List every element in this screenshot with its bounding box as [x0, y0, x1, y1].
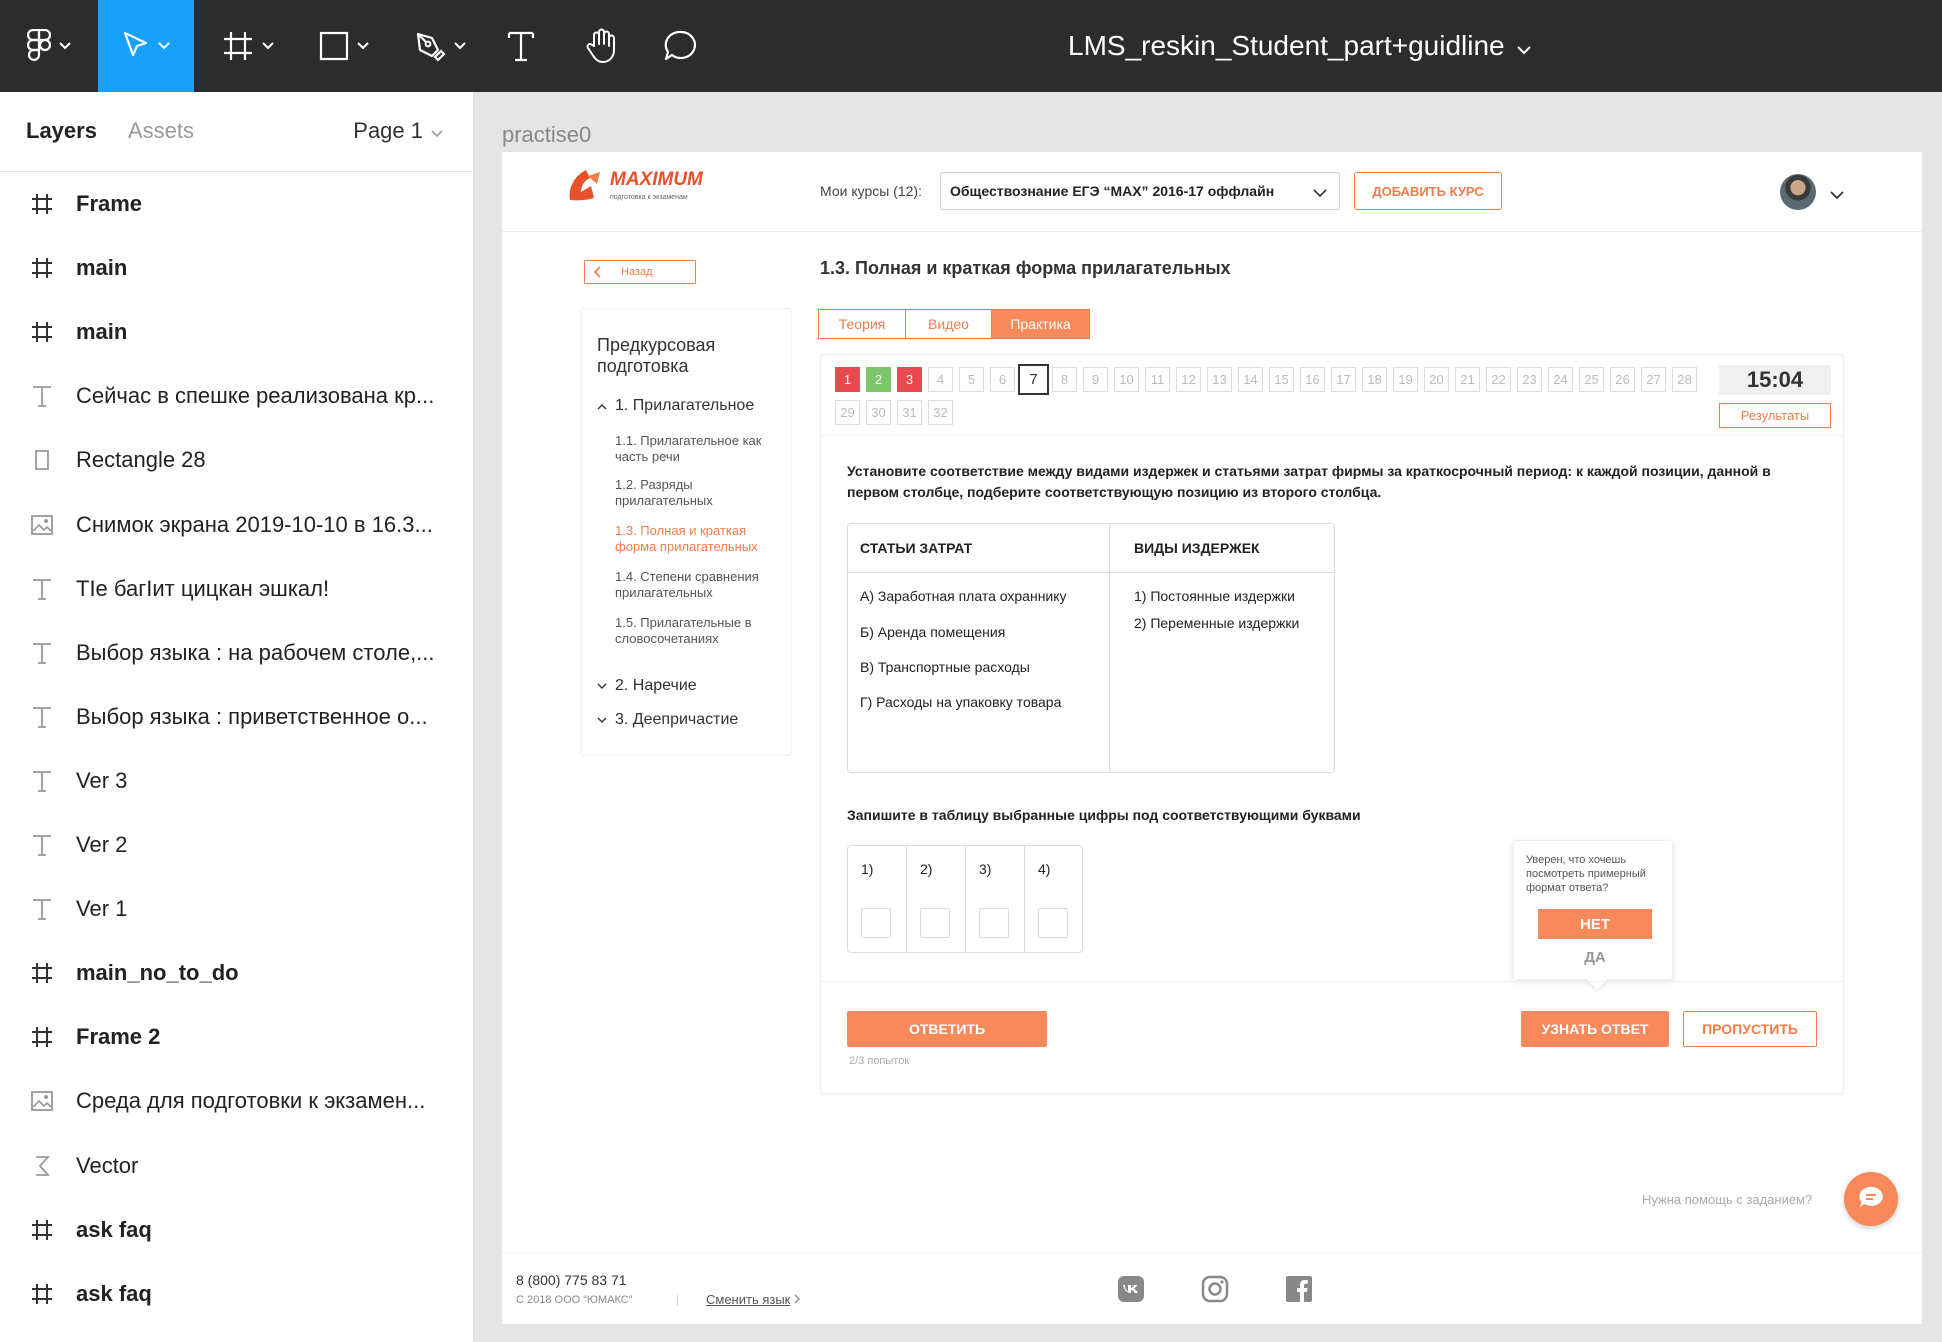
rect-layer-icon — [28, 446, 56, 474]
layer-row[interactable] — [0, 428, 474, 492]
frame-layer-icon — [28, 318, 56, 346]
right-item: 1) Постоянные издержки — [1134, 588, 1295, 604]
question-number[interactable]: 9 — [1083, 367, 1108, 392]
question-number[interactable]: 7 — [1018, 364, 1049, 395]
left-item: А) Заработная плата охраннику — [860, 588, 1067, 604]
matching-table — [847, 523, 1335, 773]
answer-column — [907, 846, 966, 952]
nav-title: Предкурсовая подготовка — [597, 335, 716, 376]
chevron-left-icon — [593, 266, 601, 278]
frame-layer-icon — [28, 1216, 56, 1244]
layer-name: Ver 3 — [76, 767, 128, 793]
chevron-down-icon — [1313, 185, 1327, 201]
nav-section-label: 1. Прилагательное — [615, 397, 755, 414]
timer: 15:04 — [1719, 365, 1831, 395]
footer-phone[interactable]: 8 (800) 775 83 71 — [516, 1272, 627, 1288]
page-selector[interactable] — [353, 118, 443, 144]
help-text[interactable]: Нужна помощь с заданием? — [1642, 1192, 1813, 1207]
layer-name: Выбор языка : на рабочем столе,... — [76, 639, 435, 665]
course-select[interactable] — [940, 172, 1340, 210]
rectangle-tool-button[interactable] — [306, 0, 382, 92]
layer-name: Снимок экрана 2019-10-10 в 16.3... — [76, 511, 433, 537]
course-nav — [580, 308, 792, 756]
layer-row[interactable] — [0, 685, 474, 749]
text-icon — [507, 30, 535, 62]
chevron-down-icon — [454, 42, 466, 50]
right-item: 2) Переменные издержки — [1134, 615, 1300, 631]
maximum-logo-icon — [566, 166, 606, 211]
layer-name: Frame — [76, 191, 143, 216]
text-layer-icon — [28, 767, 56, 795]
popover-text: Уверен, что хочешь посмотреть примерный формат ответа? — [1526, 854, 1646, 894]
frame-label[interactable]: practise0 — [502, 122, 592, 147]
nav-item-1-3[interactable]: 1.3. Полная и краткая форма прилагательных — [615, 523, 758, 554]
hand-icon — [585, 28, 617, 64]
question-number[interactable]: 6 — [990, 367, 1015, 392]
layer-row[interactable] — [0, 621, 474, 685]
text-layer-icon — [28, 639, 56, 667]
layer-row[interactable] — [0, 493, 474, 557]
answer-input[interactable] — [861, 908, 891, 938]
question-number[interactable]: 3 — [897, 367, 922, 392]
divider — [821, 981, 1843, 982]
layer-row[interactable] — [0, 1198, 474, 1262]
back-button-label: Назад — [621, 266, 653, 278]
artboard-practise0 — [502, 152, 1922, 1324]
question-number[interactable]: 8 — [1052, 367, 1077, 392]
question-number[interactable]: 16 — [1300, 367, 1325, 392]
answer-column-label: 3) — [979, 861, 992, 877]
question-number[interactable]: 32 — [928, 400, 953, 425]
left-item: Б) Аренда помещения — [860, 624, 1006, 640]
chevron-down-icon — [597, 711, 607, 729]
answer-column — [848, 846, 907, 952]
layer-name: Сейчас в спешке реализована кр... — [76, 383, 435, 409]
layer-row[interactable] — [0, 1005, 474, 1069]
nav-section-participle[interactable] — [597, 711, 738, 729]
layer-name: Ver 2 — [76, 832, 128, 857]
results-button[interactable]: Результаты — [1719, 403, 1831, 428]
question-number[interactable]: 19 — [1393, 367, 1418, 392]
question-number[interactable]: 10 — [1114, 367, 1139, 392]
frame-tool-button[interactable] — [210, 0, 286, 92]
layer-name: ask faq — [76, 1280, 152, 1306]
lms-header — [502, 152, 1922, 232]
nav-item-1-4[interactable]: 1.4. Степени сравнения прилагательных — [615, 569, 759, 600]
facebook-icon[interactable] — [1284, 1274, 1314, 1304]
question-number[interactable]: 13 — [1207, 367, 1232, 392]
answer-column-label: 4) — [1038, 861, 1051, 877]
layer-name: Выбор языка : приветственное о... — [76, 703, 428, 729]
question-number[interactable]: 17 — [1331, 367, 1356, 392]
question-number[interactable]: 4 — [928, 367, 953, 392]
chevron-right-icon — [794, 1292, 800, 1307]
layer-name: ask faq — [76, 1216, 152, 1242]
chevron-down-icon — [59, 42, 71, 50]
logo-title: MAXIMUM — [610, 168, 703, 190]
reveal-answer-button[interactable]: УЗНАТЬ ОТВЕТ — [1521, 1011, 1669, 1047]
divider — [821, 435, 1843, 436]
question-number[interactable]: 14 — [1238, 367, 1263, 392]
layer-name: Frame 2 — [76, 1024, 161, 1050]
attempts-counter: 2/3 попыток — [849, 1055, 910, 1067]
question-number[interactable]: 11 — [1145, 367, 1170, 392]
course-select-value: Обществознание ЕГЭ “MAX” 2016-17 оффлайн — [950, 183, 1275, 199]
layer-name: main — [76, 255, 128, 281]
question-number[interactable]: 12 — [1176, 367, 1201, 392]
instagram-icon[interactable] — [1200, 1274, 1230, 1304]
rectangle-icon — [319, 31, 349, 61]
answer-column — [966, 846, 1025, 952]
layer-name: Ver 1 — [76, 896, 128, 922]
help-chat-button[interactable] — [1844, 1172, 1898, 1226]
question-number[interactable]: 24 — [1548, 367, 1573, 392]
frame-layer-icon — [28, 1023, 56, 1051]
pen-icon — [414, 30, 446, 62]
add-course-button[interactable]: ДОБАВИТЬ КУРС — [1354, 172, 1502, 210]
layer-row[interactable] — [0, 1262, 474, 1326]
text-layer-icon — [28, 382, 56, 410]
layer-row[interactable] — [0, 1069, 474, 1133]
tab-layers[interactable]: Layers — [26, 118, 97, 143]
logo-subtitle: подготовка к экзаменам — [610, 193, 688, 201]
my-courses-label: Мои курсы (12): — [820, 183, 922, 199]
vector-layer-icon — [28, 1152, 56, 1180]
divider — [502, 1252, 1922, 1253]
vk-icon[interactable] — [1116, 1274, 1146, 1304]
nav-item-1-2[interactable]: 1.2. Разряды прилагательных — [615, 477, 713, 508]
question-number[interactable]: 5 — [959, 367, 984, 392]
chevron-down-icon[interactable] — [1830, 187, 1844, 205]
change-language-link[interactable] — [706, 1292, 800, 1307]
layer-row[interactable] — [0, 236, 474, 300]
question-number[interactable]: 15 — [1269, 367, 1294, 392]
figma-toolbar — [0, 0, 1942, 92]
answer-instruction: Запишите в таблицу выбранные цифры под соответствующими буквами — [847, 807, 1361, 823]
layer-row[interactable] — [0, 813, 474, 877]
page-selector-label: Page 1 — [353, 118, 423, 143]
answer-table — [847, 845, 1083, 953]
move-tool-button[interactable] — [98, 0, 194, 92]
popover-no-button[interactable]: НЕТ — [1538, 909, 1652, 939]
answer-column-label: 1) — [861, 861, 874, 877]
layer-row[interactable] — [0, 749, 474, 813]
answer-input[interactable] — [979, 908, 1009, 938]
chevron-down-icon — [158, 42, 170, 50]
text-tool-button[interactable] — [498, 0, 544, 92]
tab-practice[interactable]: Практика — [992, 309, 1090, 339]
frame-layer-icon — [28, 190, 56, 218]
comment-tool-button[interactable] — [656, 0, 706, 92]
change-language-label: Сменить язык — [706, 1292, 791, 1307]
back-button[interactable] — [584, 260, 696, 284]
task-text: Установите соответствие между видами издержек и статьями затрат фирмы за краткосрочный период: к каждой позиции, данной в первом столбце, подберите соответствующую позицию из второго столбца. — [847, 463, 1771, 500]
layers-panel — [0, 92, 474, 1342]
lesson-tabs — [818, 309, 1090, 339]
maximum-logo[interactable] — [566, 166, 703, 211]
layer-row[interactable] — [0, 877, 474, 941]
task-card — [820, 354, 1844, 1094]
layer-row[interactable] — [0, 172, 474, 236]
footer-divider: | — [676, 1294, 679, 1306]
answer-input[interactable] — [920, 908, 950, 938]
chevron-down-icon — [1517, 30, 1531, 62]
layer-name: Rectangle 28 — [76, 447, 206, 473]
question-number[interactable]: 26 — [1610, 367, 1635, 392]
layer-name: TIe багIит цицкан эшкал! — [76, 575, 330, 601]
question-number[interactable]: 21 — [1455, 367, 1480, 392]
tab-assets[interactable]: Assets — [128, 118, 195, 143]
answer-column-label: 2) — [920, 861, 933, 877]
footer-copyright: С 2018 ООО “ЮМАКС” — [516, 1294, 633, 1306]
text-layer-icon — [28, 703, 56, 731]
tab-theory[interactable]: Теория — [818, 309, 906, 339]
chevron-down-icon — [431, 118, 443, 144]
document-title-text: LMS_reskin_Student_part+guidline — [1068, 30, 1505, 61]
question-number[interactable]: 29 — [835, 400, 860, 425]
comment-icon — [664, 29, 698, 63]
nav-section-label: 2. Наречие — [615, 677, 697, 694]
left-column-header: СТАТЬИ ЗАТРАТ — [860, 540, 973, 556]
question-number[interactable]: 2 — [866, 367, 891, 392]
popover-yes-button[interactable]: ДА — [1584, 948, 1606, 966]
question-number[interactable]: 23 — [1517, 367, 1542, 392]
question-number[interactable]: 22 — [1486, 367, 1511, 392]
frame-layer-icon — [28, 959, 56, 987]
layers-panel-header — [0, 92, 473, 172]
confirm-popover — [1513, 840, 1673, 980]
layer-row[interactable] — [0, 941, 474, 1005]
nav-item-1-5[interactable]: 1.5. Прилагательные в словосочетаниях — [615, 615, 752, 646]
main-menu-button[interactable] — [0, 0, 98, 92]
layer-row[interactable] — [0, 300, 474, 364]
divider — [848, 572, 1334, 573]
nav-section-adjective[interactable] — [597, 397, 754, 415]
layer-name: main_no_to_do — [76, 960, 239, 986]
chevron-down-icon — [597, 677, 607, 695]
chat-icon — [1858, 1185, 1884, 1214]
chevron-up-icon — [597, 397, 607, 415]
tab-video[interactable]: Видео — [906, 309, 992, 339]
left-item: Г) Расходы на упаковку товара — [860, 694, 1062, 710]
right-column-header: ВИДЫ ИЗДЕРЖЕК — [1134, 540, 1260, 556]
question-number[interactable]: 28 — [1672, 367, 1697, 392]
text-layer-icon — [28, 895, 56, 923]
pen-tool-button[interactable] — [402, 0, 478, 92]
text-layer-icon — [28, 575, 56, 603]
question-number[interactable]: 1 — [835, 367, 860, 392]
question-number[interactable]: 27 — [1641, 367, 1666, 392]
chevron-down-icon — [262, 42, 274, 50]
answer-input[interactable] — [1038, 908, 1068, 938]
frame-icon — [222, 30, 254, 62]
image-layer-icon — [28, 1087, 56, 1115]
logo-text — [610, 168, 703, 207]
layer-row[interactable] — [0, 364, 474, 428]
question-number[interactable]: 20 — [1424, 367, 1449, 392]
nav-section-adverb[interactable] — [597, 677, 697, 695]
layer-name: Vector — [76, 1152, 139, 1178]
layer-name: Среда для подготовки к экзамен... — [76, 1088, 426, 1114]
nav-section-label: 3. Деепричастие — [615, 711, 739, 728]
figma-logo-icon — [27, 29, 51, 63]
left-item: В) Транспортные расходы — [860, 659, 1030, 675]
answer-button[interactable]: ОТВЕТИТЬ — [847, 1011, 1047, 1047]
question-number[interactable]: 18 — [1362, 367, 1387, 392]
question-number[interactable]: 30 — [866, 400, 891, 425]
frame-layer-icon — [28, 1280, 56, 1308]
layer-name: main — [76, 319, 128, 345]
frame-layer-icon — [28, 254, 56, 282]
text-layer-icon — [28, 831, 56, 859]
cursor-icon — [122, 31, 150, 61]
nav-item-1-1[interactable]: 1.1. Прилагательное как часть речи — [615, 433, 762, 464]
lesson-title: 1.3. Полная и краткая форма прилагательных — [820, 258, 1231, 278]
divider — [1109, 524, 1110, 772]
hand-tool-button[interactable] — [578, 0, 624, 92]
document-title[interactable] — [1068, 0, 1531, 92]
question-number[interactable]: 25 — [1579, 367, 1604, 392]
layer-row[interactable] — [0, 557, 474, 621]
image-layer-icon — [28, 511, 56, 539]
question-number[interactable]: 31 — [897, 400, 922, 425]
chevron-down-icon — [357, 42, 369, 50]
layer-row[interactable] — [0, 1134, 474, 1198]
avatar[interactable] — [1780, 174, 1816, 210]
answer-column — [1025, 846, 1084, 952]
skip-button[interactable]: ПРОПУСТИТЬ — [1683, 1011, 1817, 1047]
